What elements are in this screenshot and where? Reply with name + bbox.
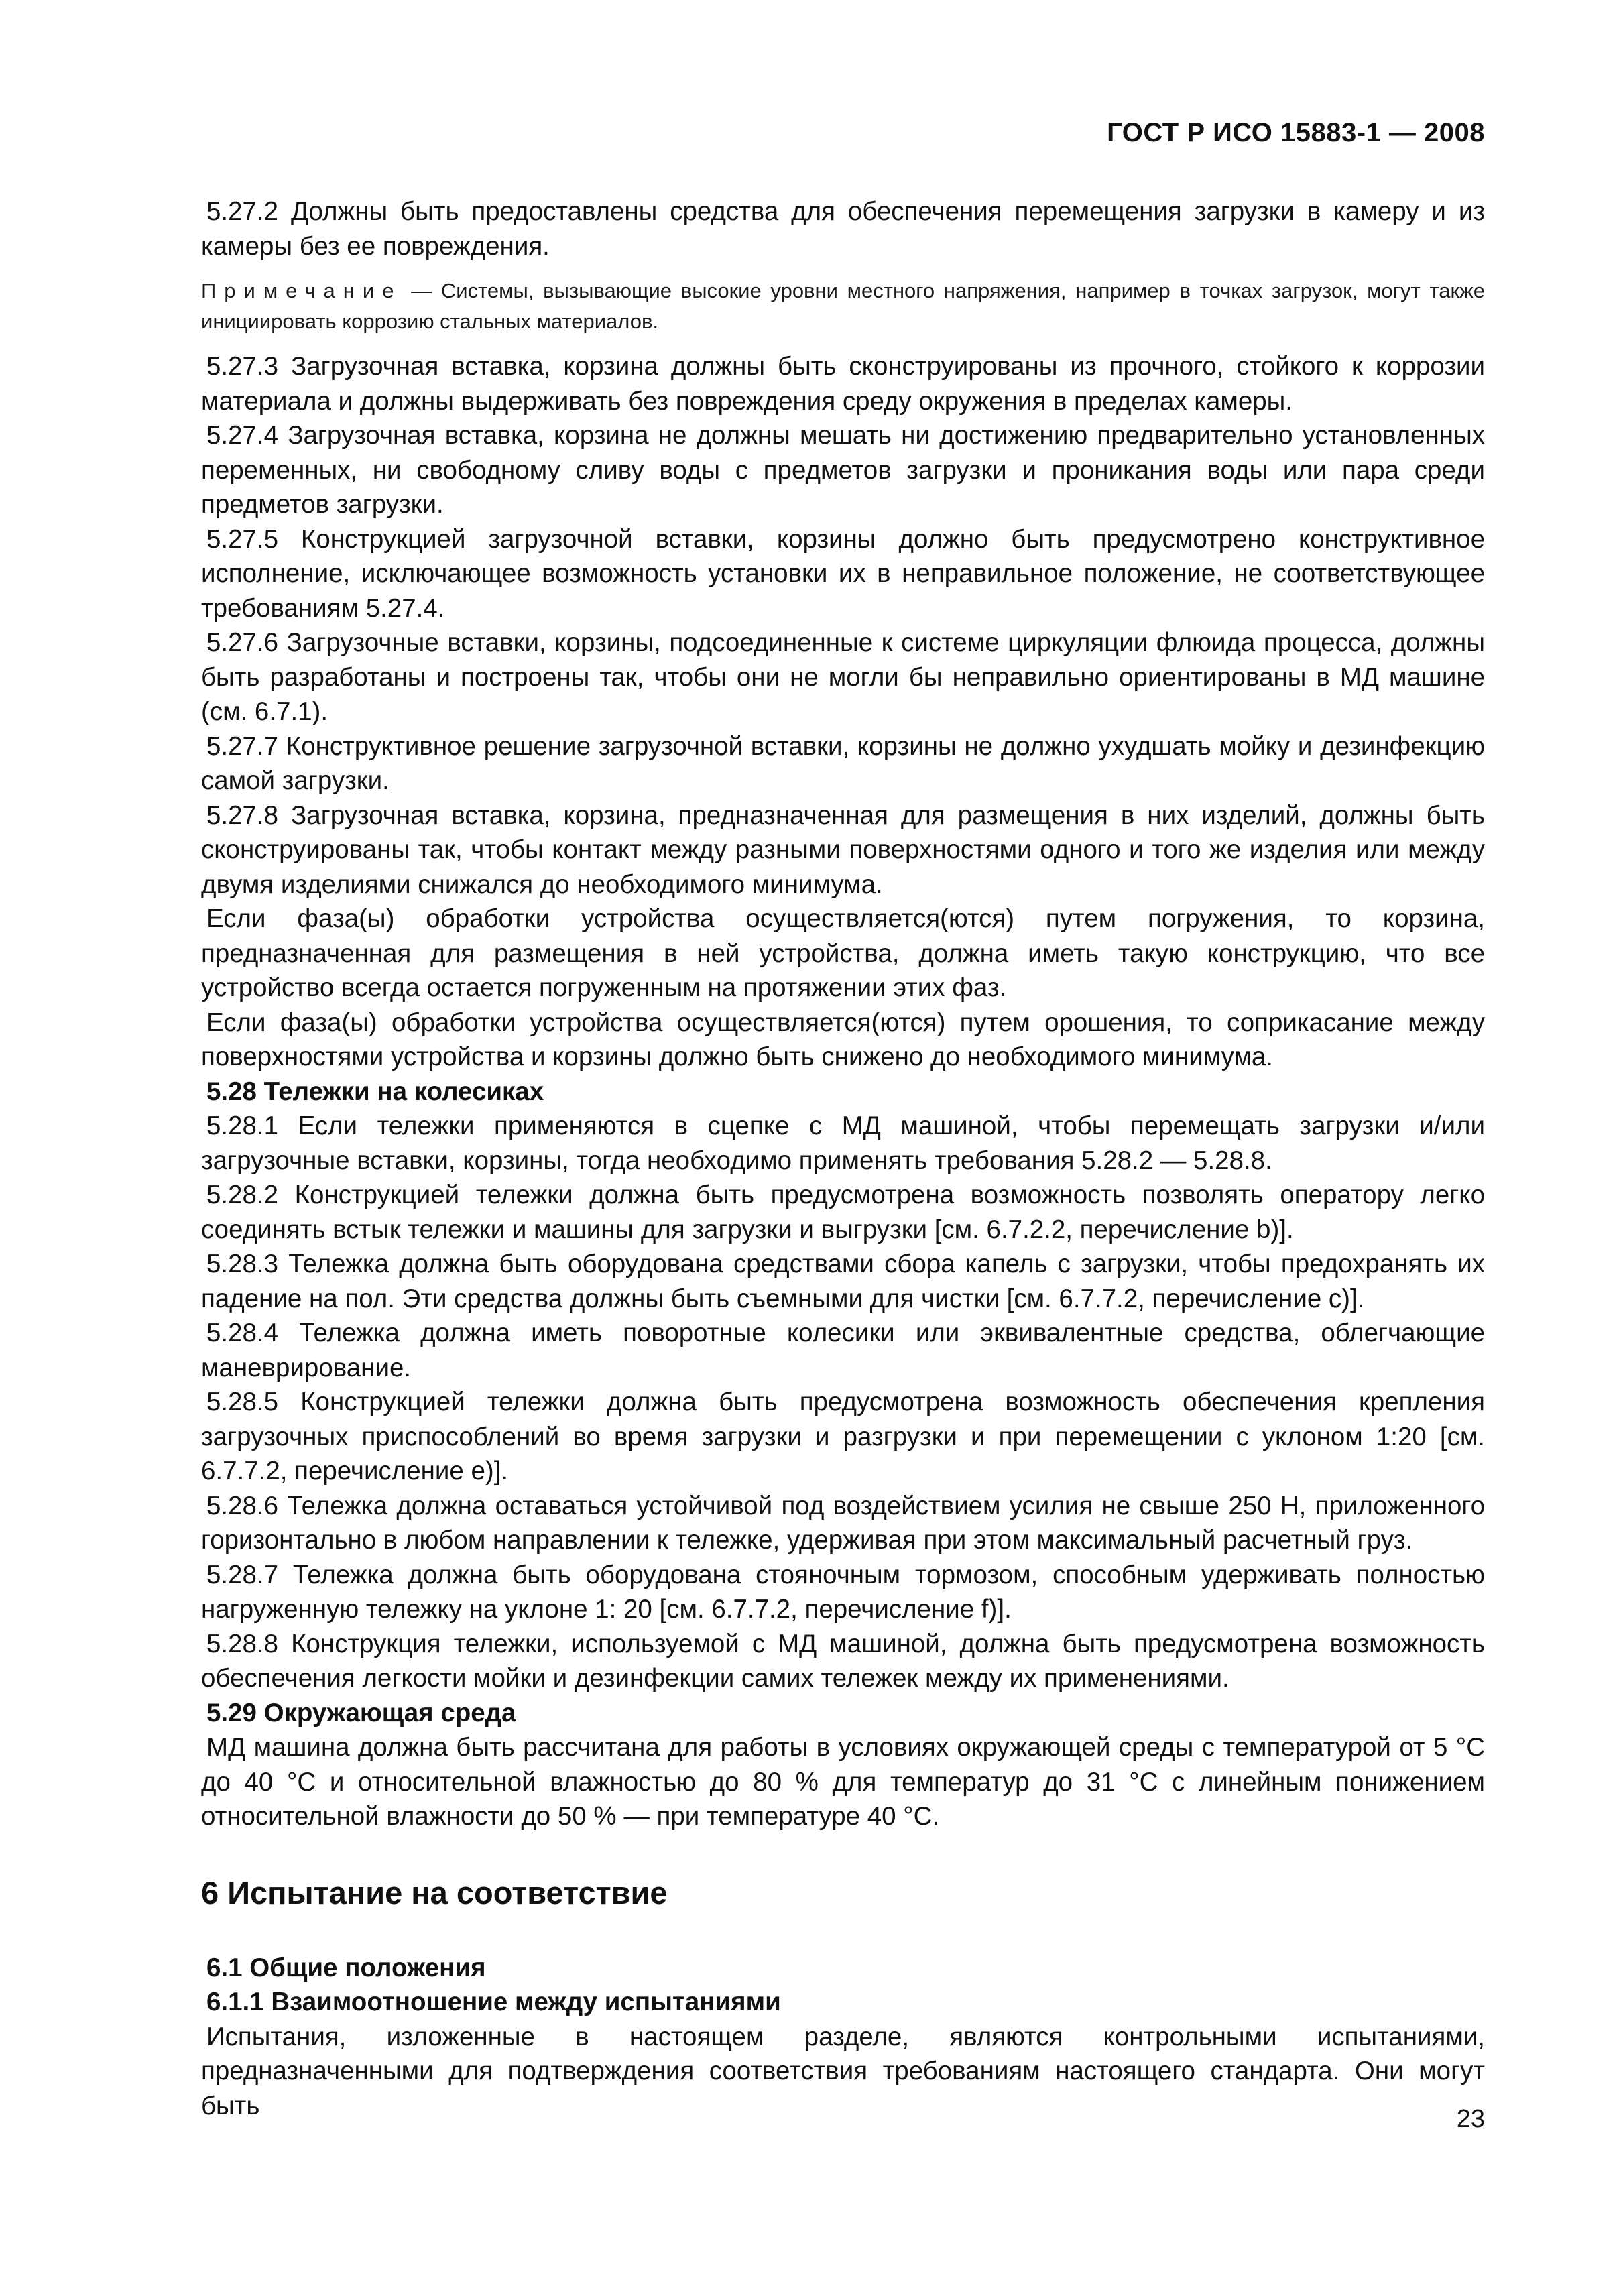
paragraph: 5.27.5 Конструкцией загрузочной вставки, корзины должно быть предусмотрено конструктивное исполнение, исключающее возможность установки их в неправильное положение, не соответствующее требованиям 5.27.4. [201,524,1485,623]
document-body [201,194,1485,2123]
subsection-heading: 5.29 Окружающая среда [206,1698,516,1728]
paragraph: 5.28.3 Тележка должна быть оборудована средствами сбора капель с загрузки, чтобы предохранять их падение на пол. Эти средства должны быть съемными для чистки [см. 6.7.7.2, перечисление c)]. [201,1250,1485,1313]
paragraph: 5.28.8 Конструкция тележки, используемой с МД машиной, должна быть предусмотрена возможность обеспечения легкости мойки и дезинфекции самих тележек между их применениями. [201,1629,1485,1693]
paragraph: 5.28.7 Тележка должна быть оборудована стояночным тормозом, способным удерживать полностью нагруженную тележку на уклоне 1: 20 [см. 6.7.7.2, перечисление f)]. [201,1560,1485,1624]
section-heading: 6 Испытание на соответствие [201,1874,668,1911]
paragraph: 5.28.4 Тележка должна иметь поворотные колесики или эквивалентные средства, облегчающие маневрирование. [201,1319,1485,1382]
paragraph: 5.27.3 Загрузочная вставка, корзина должны быть сконструированы из прочного, стойкого к коррозии материала и должны выдерживать без повреждения среду окружения в пределах камеры. [201,352,1485,416]
page-number: 23 [1456,2105,1485,2133]
paragraph: 5.27.7 Конструктивное решение загрузочной вставки, корзины не должно ухудшать мойку и дезинфекцию самой загрузки. [201,731,1485,795]
subsection-heading: 6.1.1 Взаимоотношение между испытаниями [206,1988,781,2016]
paragraph: 5.28.2 Конструкцией тележки должна быть предусмотрена возможность позволять оператору легко соединять встык тележки и машины для загрузки и выгрузки [см. 6.7.2.2, перечисление b)]. [201,1181,1485,1244]
paragraph: Если фаза(ы) обработки устройства осуществляется(ются) путем орошения, то соприкасание между поверхностями устройства и корзины должно быть снижено до необходимого минимума. [201,1008,1485,1071]
document-header: ГОСТ Р ИСО 15883-1 — 2008 [1107,118,1485,147]
paragraph: 5.28.1 Если тележки применяются в сцепке с МД машиной, чтобы перемещать загрузки и/или загрузочные вставки, корзины, тогда необходимо применять требования 5.28.2 — 5.28.8. [201,1111,1485,1175]
paragraph: 5.27.8 Загрузочная вставка, корзина, предназначенная для размещения в них изделий, должны быть сконструированы так, чтобы контакт между разными поверхностями одного и того же изделия или между двумя изделиями снижался до необходимого минимума. [201,800,1485,899]
note [201,276,1485,337]
note-label: Примечание [201,279,402,302]
subsection-heading: 5.28 Тележки на колесиках [206,1077,544,1106]
paragraph: 5.28.6 Тележка должна оставаться устойчивой под воздействием усилия не свыше 250 Н, приложенного горизонтально в любом направлении к тележке, удерживая при этом максимальный расчетный груз. [201,1491,1485,1555]
paragraph: 5.27.2 Должны быть предоставлены средства для обеспечения перемещения загрузки в камеру и из камеры без ее повреждения. [201,197,1485,261]
note-text: — Системы, вызывающие высокие уровни местного напряжения, например в точках загрузок, могут также инициировать коррозию стальных материалов. [201,279,1485,333]
paragraph: Если фаза(ы) обработки устройства осуществляется(ются) путем погружения, то корзина, предназначенная для размещения в ней устройства, должна иметь такую конструкцию, что все устройство всегда остается погруженным на протяжении этих фаз. [201,904,1485,1002]
paragraph: 5.27.6 Загрузочные вставки, корзины, подсоединенные к системе циркуляции флюида процесса, должны быть разработаны и построены так, чтобы они не могли бы неправильно ориентированы в МД машине (см. 6.7.1). [201,628,1485,726]
paragraph: 5.28.5 Конструкцией тележки должна быть предусмотрена возможность обеспечения крепления загрузочных приспособлений во время загрузки и разгрузки и при перемещении с уклоном 1:20 [см. 6.7.7.2, перечисление e)]. [201,1388,1485,1486]
subsection-heading: 6.1 Общие положения [206,1953,486,1982]
paragraph: 5.27.4 Загрузочная вставка, корзина не должны мешать ни достижению предварительно установленных переменных, ни свободному сливу воды с предметов загрузки и проникания воды или пара среди предметов загрузки. [201,421,1485,519]
paragraph: Испытания, изложенные в настоящем разделе, являются контрольными испытаниями, предназначенными для подтверждения соответствия требованиям настоящего стандарта. Они могут быть [201,2022,1485,2120]
document-page [201,0,1485,2296]
paragraph: МД машина должна быть рассчитана для работы в условиях окружающей среды с температурой от 5 °С до 40 °С и относительной влажностью до 80 % для температур до 31 °С с линейным понижением относительной влажности до 50 % — при температуре 40 °С. [201,1733,1485,1831]
